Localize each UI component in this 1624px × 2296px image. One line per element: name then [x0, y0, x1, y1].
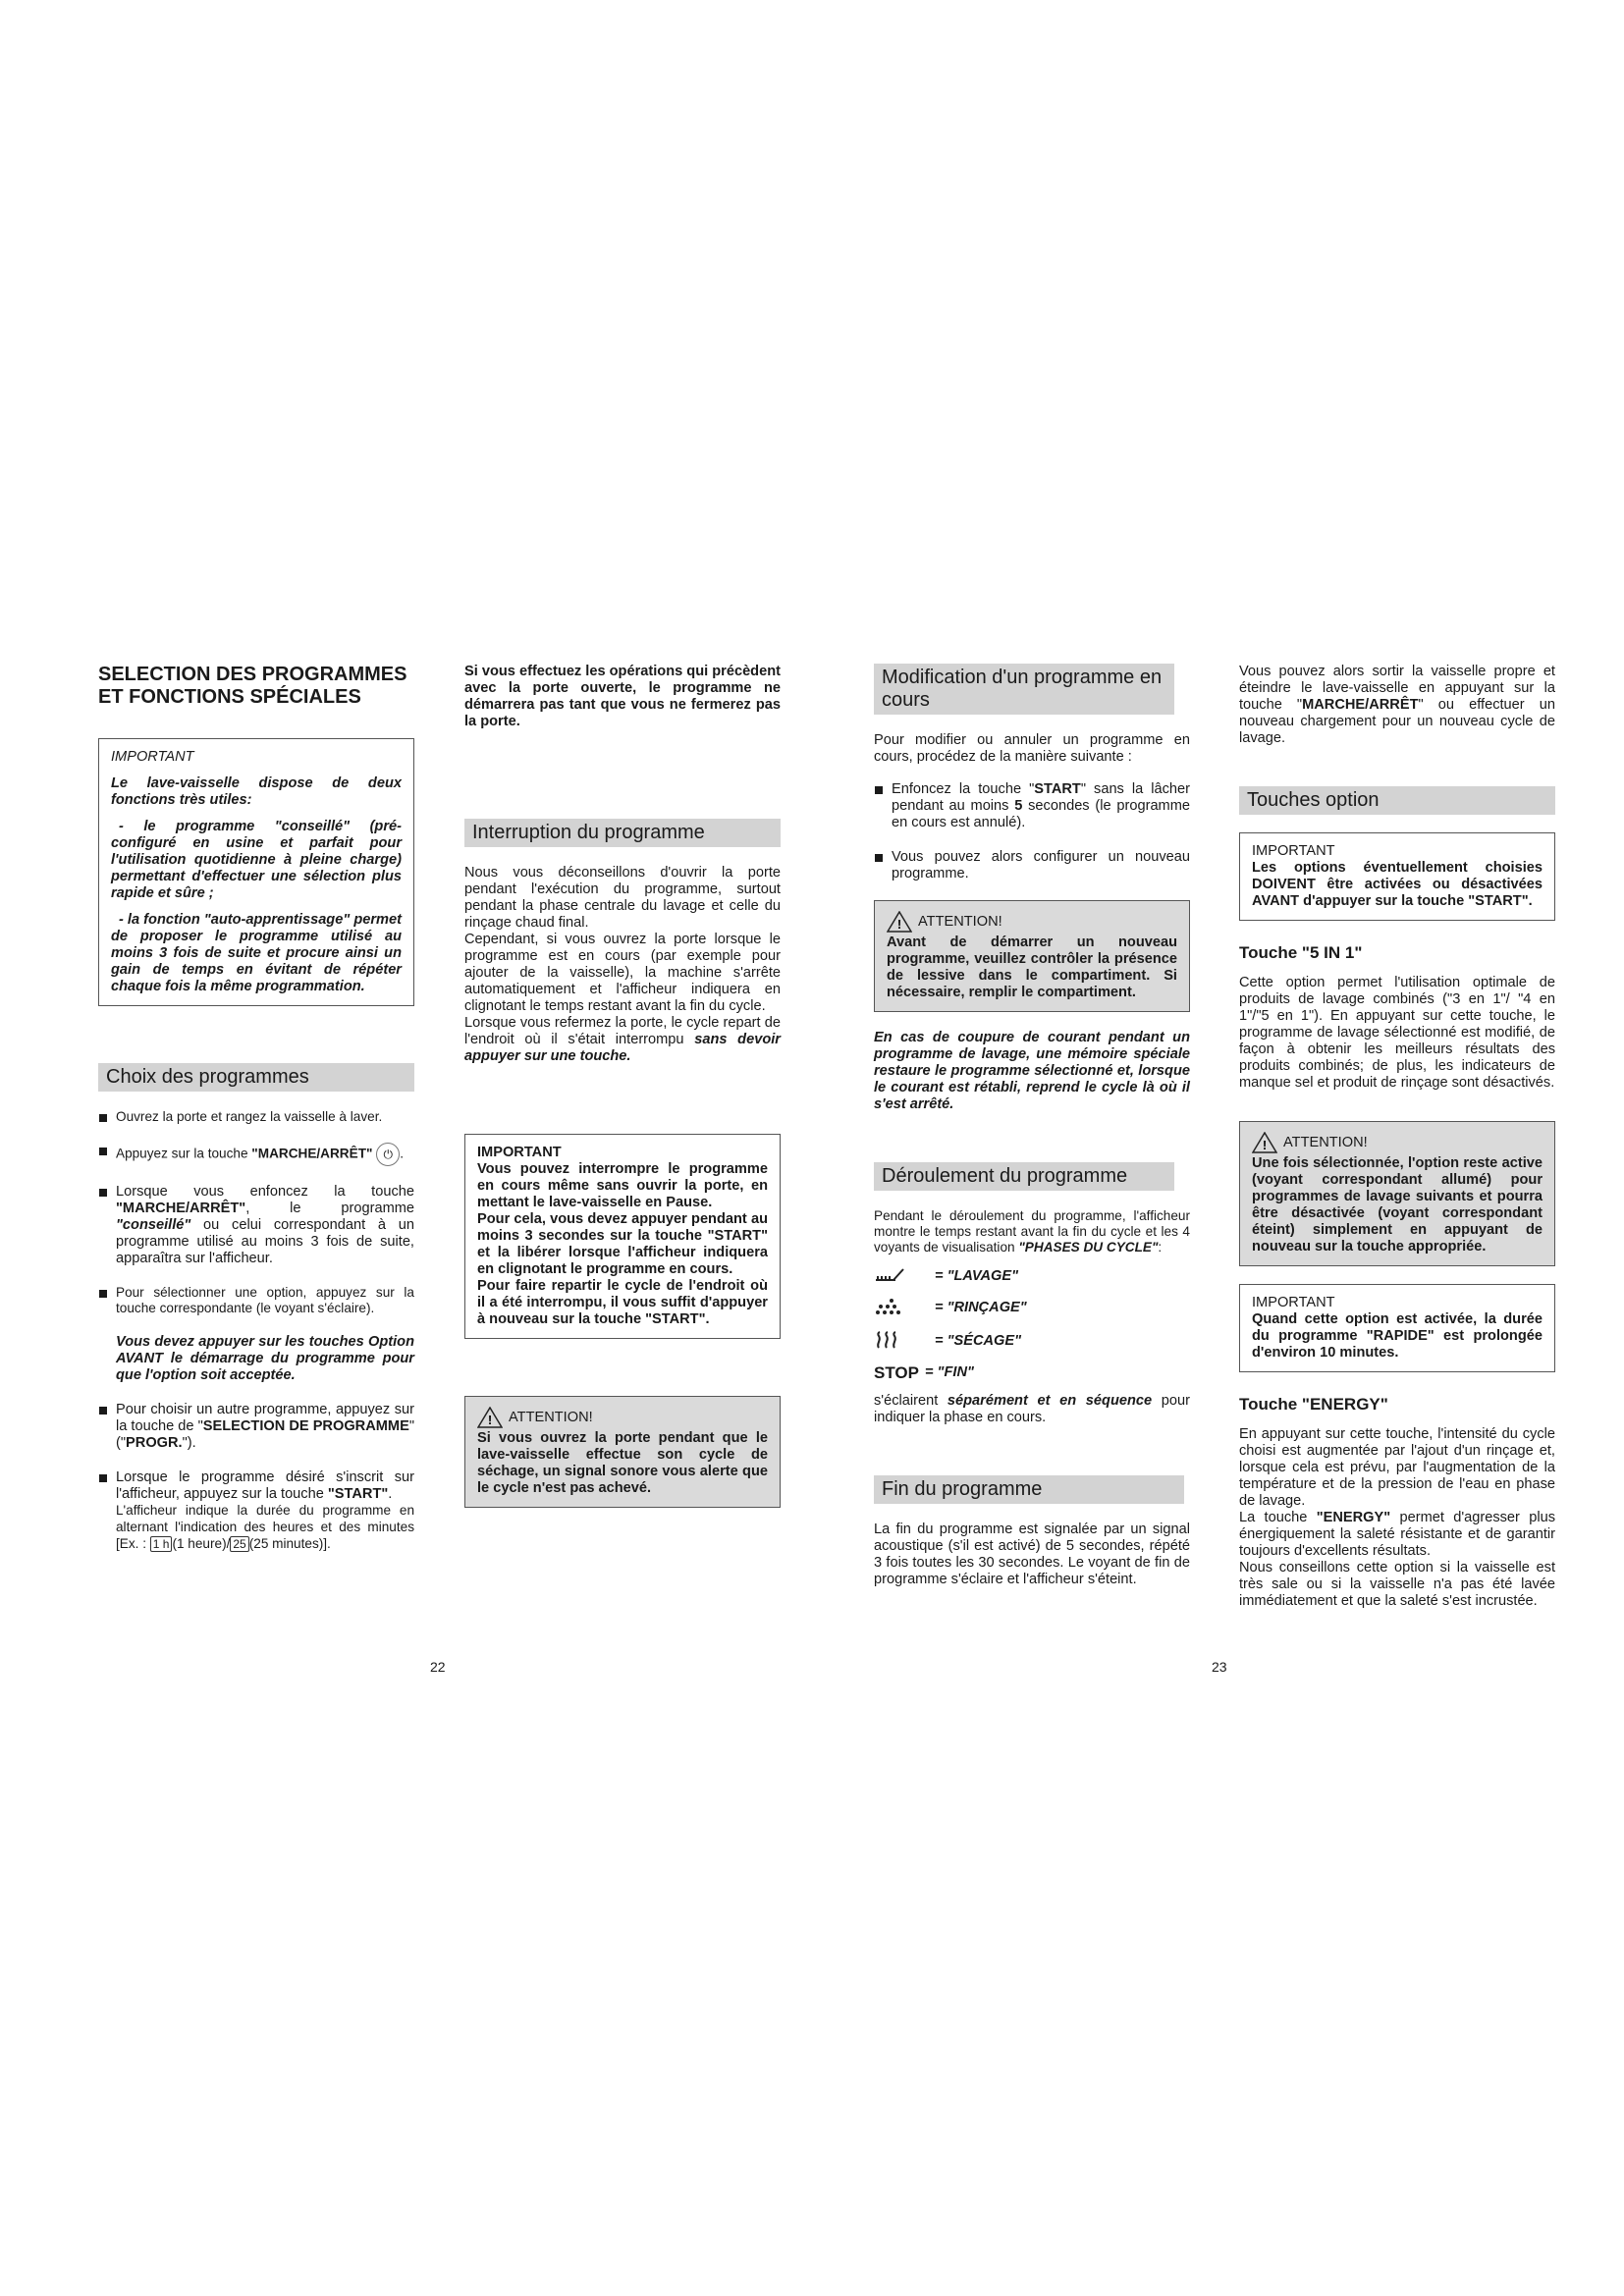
- phase-label: = "LAVAGE": [935, 1268, 1019, 1284]
- power-icon: ⏻: [376, 1143, 400, 1166]
- attention-heading: ATTENTION!: [509, 1409, 593, 1425]
- important-item-2: - la fonction "auto-apprentissage" permet de proposer le programme utilisé au moins 3 fois de suite et procure ainsi un gain de temps en évitant de répéter chaque fois la même programmation.: [111, 912, 402, 994]
- column-1: [98, 664, 414, 1571]
- important-item-1: - le programme "conseillé" (pré-configuré en usine et parfait pour l'utilisation quotidienne à pleine charge) permettant d'effectuer une sélection plus rapide et sûre ;: [111, 819, 402, 901]
- paragraph: La touche "ENERGY" permet d'agresser plus énergiquement la saleté résistante et de garantir toujours d'excellents résultats.: [1239, 1510, 1555, 1559]
- dry-icon: [874, 1330, 935, 1353]
- list-item: Vous pouvez alors configurer un nouveau programme.: [874, 849, 1190, 882]
- important-text: Vous pouvez interrompre le programme en cours même sans ouvrir la porte, en mettant le lave-vaisselle en Pause.: [477, 1161, 768, 1210]
- section-bar-choix: Choix des programmes: [98, 1063, 414, 1092]
- important-heading: IMPORTANT: [1252, 1295, 1335, 1310]
- column-2: [464, 664, 781, 1525]
- attention-heading: ATTENTION!: [918, 913, 1002, 930]
- attention-heading: ATTENTION!: [1283, 1134, 1368, 1150]
- phase-row: [874, 1364, 1190, 1381]
- important-box: [1239, 1284, 1555, 1372]
- paragraph: Cette option permet l'utilisation optimale de produits de lavage combinés ("3 en 1"/ "4 en 1"/"5 en 1"). En appuyant sur cette touche, le programme de lavage sélectionné est modifié, de façon à obtenir les meilleurs résultats des produits combinés; de plus, les indicateurs de manque sel et produit de rinçage sont désactivés.: [1239, 975, 1555, 1091]
- attention-text: Une fois sélectionnée, l'option reste active (voyant correspondant allumé) pour programmes de lavage suivants et pourra être désactivée (voyant correspondant éteint) simplement en appuyant de nouveau sur la touche appropriée.: [1252, 1155, 1543, 1255]
- phase-row: [874, 1330, 1190, 1353]
- important-heading: IMPORTANT: [111, 749, 194, 765]
- svg-text:!: !: [896, 917, 902, 932]
- subsection-title: Touche "5 IN 1": [1239, 943, 1363, 962]
- svg-text:!: !: [1262, 1138, 1268, 1152]
- section-bar-modification: Modification d'un programme en cours: [874, 664, 1174, 715]
- paragraph: Lorsque vous refermez la porte, le cycle repart de l'endroit où il s'était interrompu sans devoir appuyer sur une touche.: [464, 1015, 781, 1064]
- attention-box: [1239, 1121, 1555, 1266]
- paragraph: En appuyant sur cette touche, l'intensité du cycle choisi est augmentée par l'ajout d'un rinçage et, lorsque cela est prévu, par l'augmentation de la température et de la pression de l'eau en phase de lavage.: [1239, 1426, 1555, 1509]
- phase-label: = "FIN": [924, 1364, 974, 1380]
- attention-text: Si vous ouvrez la porte pendant que le lave-vaisselle effectue son cycle de séchage, un signal sonore vous alerte que le cycle n'est pas achevé.: [477, 1430, 768, 1496]
- important-box: [464, 1134, 781, 1339]
- door-note: Si vous effectuez les opérations qui précèdent avec la porte ouverte, le programme ne démarrera pas tant que vous ne fermerez pas la porte.: [464, 664, 781, 729]
- paragraph: Pour modifier ou annuler un programme en cours, procédez de la manière suivante :: [874, 732, 1190, 765]
- list-item: Enfoncez la touche "START" sans la lâcher pendant au moins 5 secondes (le programme en cours est annulé).: [874, 781, 1190, 831]
- section-bar-touches: Touches option: [1239, 786, 1555, 815]
- list-item: Pour sélectionner une option, appuyez sur la touche correspondante (le voyant s'éclaire).: [98, 1285, 414, 1316]
- section-bar-interruption: Interruption du programme: [464, 819, 781, 847]
- list-item: Ouvrez la porte et rangez la vaisselle à laver.: [98, 1109, 414, 1125]
- warning-icon: [1252, 1132, 1277, 1153]
- section-title: SELECTION DES PROGRAMMES ET FONCTIONS SPÉCIALES: [98, 664, 407, 708]
- page-number-right: 23: [1212, 1659, 1227, 1675]
- warning-icon: [477, 1407, 503, 1428]
- paragraph: La fin du programme est signalée par un signal acoustique (s'il est activé) de 5 secondes, répété 3 fois toutes les 30 secondes. Le voyant de fin de programme s'éclaire et l'afficheur s'éteint.: [874, 1522, 1190, 1587]
- list-item: Pour choisir un autre programme, appuyez sur la touche de "SELECTION DE PROGRAMME" ("PROGR.").: [98, 1402, 414, 1452]
- important-text: Pour cela, vous devez appuyer pendant au moins 3 secondes sur la touche "START" et la libérer lorsque l'afficheur indiquera en clignotant le programme en cours.: [477, 1211, 768, 1277]
- section-bar-fin: Fin du programme: [874, 1475, 1184, 1504]
- paragraph: Cependant, si vous ouvrez la porte lorsque le programme est en cours (par exemple pour ajouter de la vaisselle), la machine s'arrête automatiquement et l'afficheur indiquera en clignotant le temps restant avant la fin du cycle.: [464, 932, 781, 1014]
- paragraph: Vous pouvez alors sortir la vaisselle propre et éteindre le lave-vaisselle en appuyant sur la touche "MARCHE/ARRÊT" ou effectuer un nouveau chargement pour un nouveau cycle de lavage.: [1239, 664, 1555, 746]
- paragraph: Nous conseillons cette option si la vaisselle est très sale ou si la vaisselle n'a pas été lavée immédiatement et que la saleté s'est incrustée.: [1239, 1560, 1555, 1609]
- important-text: Les options éventuellement choisies DOIVENT être activées ou désactivées AVANT d'appuyer sur la touche "START".: [1252, 860, 1543, 909]
- important-heading: IMPORTANT: [1252, 843, 1335, 859]
- power-cut-note: En cas de coupure de courant pendant un programme de lavage, une mémoire spéciale restaure le programme sélectionné et, lorsque le courant est rétabli, reprend le cycle là où il s'est arrêté.: [874, 1030, 1190, 1112]
- important-text: Pour faire repartir le cycle de l'endroit où il a été interrompu, il vous suffit d'appuyer à nouveau sur la touche "START".: [477, 1278, 768, 1327]
- rinse-icon: [874, 1298, 935, 1318]
- attention-box: [464, 1396, 781, 1508]
- list-item: Lorsque vous enfoncez la touche "MARCHE/ARRÊT", le programme "conseillé" ou celui correspondant à un programme utilisé au moins 3 fois de suite, apparaîtra sur l'afficheur.: [98, 1184, 414, 1267]
- subsection-title: Touche "ENERGY": [1239, 1395, 1388, 1414]
- phase-row: [874, 1267, 1190, 1286]
- column-3: [874, 664, 1190, 1598]
- paragraph: s'éclairent séparément et en séquence pour indiquer la phase en cours.: [874, 1393, 1191, 1425]
- stop-icon: STOP: [874, 1363, 919, 1382]
- phase-row: [874, 1298, 1190, 1318]
- important-text: Quand cette option est activée, la durée du programme "RAPIDE" est prolongée d'environ 10 minutes.: [1252, 1311, 1543, 1361]
- phase-label: = "RINÇAGE": [935, 1300, 1027, 1315]
- attention-box: [874, 900, 1190, 1012]
- option-note: Vous devez appuyer sur les touches Option AVANT le démarrage du programme pour que l'option soit acceptée.: [116, 1334, 414, 1383]
- important-box: [98, 738, 414, 1006]
- display-key: 25: [230, 1536, 248, 1552]
- important-intro: Le lave-vaisselle dispose de deux fonctions très utiles:: [111, 775, 402, 808]
- wash-icon: [874, 1267, 935, 1286]
- attention-text: Avant de démarrer un nouveau programme, veuillez contrôler la présence de lessive dans le compartiment. Si nécessaire, remplir le compartiment.: [887, 934, 1177, 1000]
- list-item: Appuyez sur la touche "MARCHE/ARRÊT" ⏻ .: [98, 1143, 414, 1166]
- svg-text:!: !: [487, 1413, 493, 1427]
- important-box: [1239, 832, 1555, 921]
- important-heading: IMPORTANT: [477, 1145, 562, 1160]
- paragraph: Nous vous déconseillons d'ouvrir la porte pendant l'exécution du programme, surtout pendant la phase centrale du lavage et celle du rinçage chaud final.: [464, 865, 781, 931]
- phase-label: = "SÉCAGE": [935, 1333, 1022, 1349]
- list-item: Lorsque le programme désiré s'inscrit sur l'afficheur, appuyez sur la touche "START". L'afficheur indique la durée du programme en alternant l'indication des heures et des minutes [Ex. : 1 h (1 heure)/ 25 (25 minutes)].: [98, 1469, 414, 1553]
- page-number-left: 22: [430, 1659, 446, 1675]
- section-bar-deroulement: Déroulement du programme: [874, 1162, 1174, 1191]
- display-key: 1 h: [150, 1536, 173, 1552]
- column-4: [1239, 664, 1555, 1620]
- paragraph: Pendant le déroulement du programme, l'afficheur montre le temps restant avant la fin du cycle et les 4 voyants de visualisation "PHASES DU CYCLE":: [874, 1208, 1190, 1255]
- warning-icon: [887, 911, 912, 933]
